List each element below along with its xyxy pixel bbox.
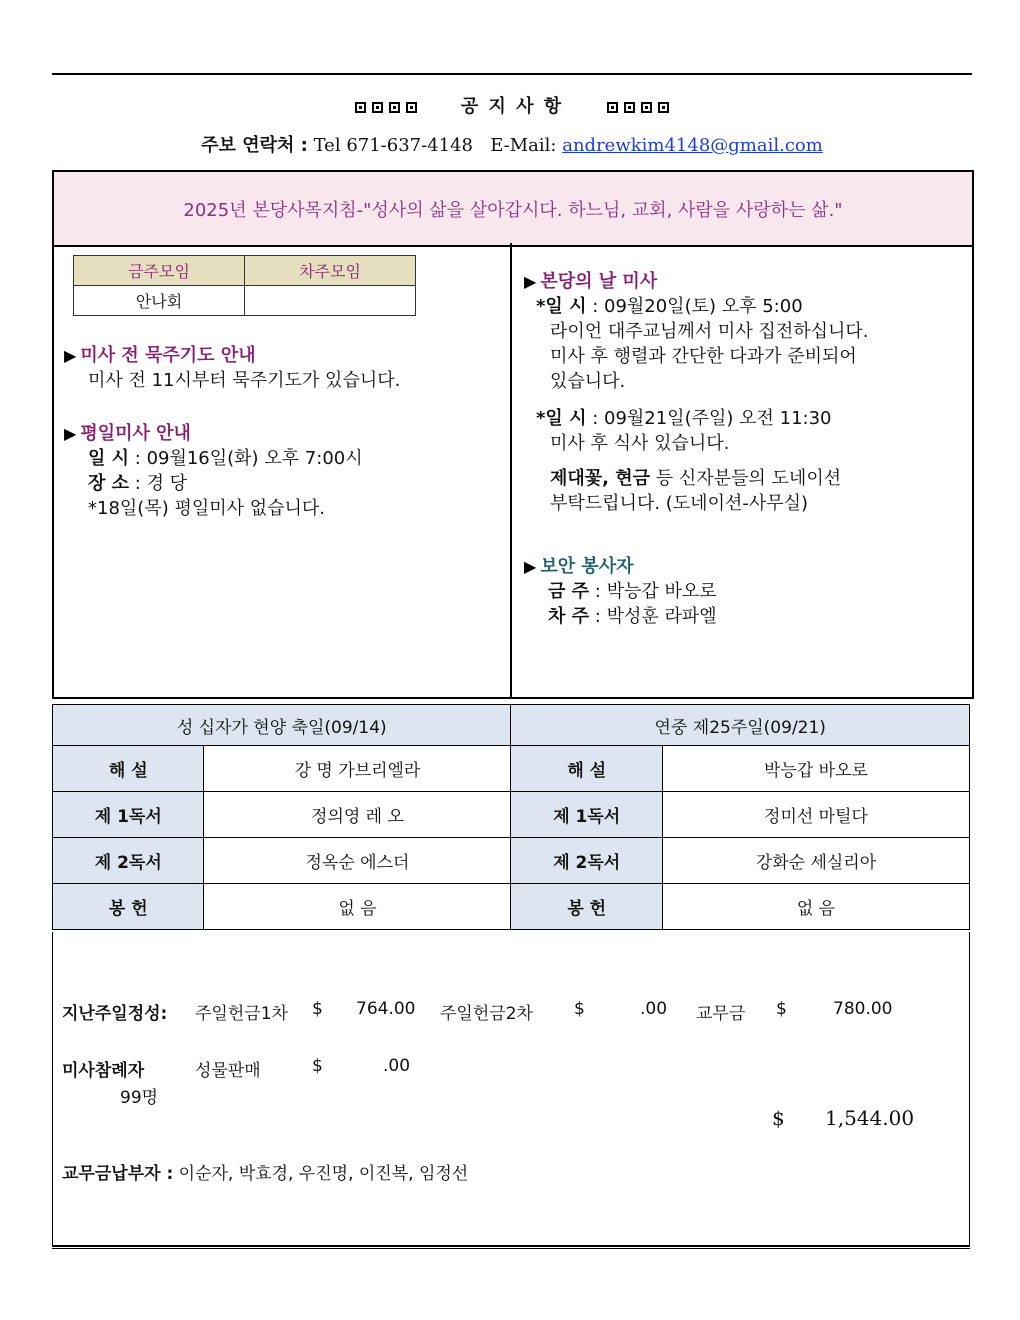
table-row — [53, 884, 970, 930]
notice-title-text: 공 지 사 항 — [460, 96, 564, 117]
table-row — [53, 838, 970, 884]
left-name-cell: 정의영 레 오 — [204, 792, 511, 838]
role-cell: 제 1독서 — [511, 792, 662, 838]
mass2-label: *일 시 — [536, 408, 587, 429]
mass2-text-1: 미사 후 식사 있습니다. — [550, 433, 730, 454]
top-rule — [52, 73, 972, 75]
role-cell: 해 설 — [511, 746, 662, 792]
security-title: 보안 봉사자 — [540, 556, 634, 577]
ministry-schedule-table — [52, 704, 970, 930]
rosary-text: 미사 전 11시부터 묵주기도가 있습니다. — [88, 370, 401, 391]
mass1-label: *일 시 — [536, 296, 587, 317]
contact-line — [52, 131, 972, 157]
attendance-count: 99명 — [120, 1088, 159, 1108]
security-section — [524, 554, 964, 629]
mass1-time: : 09월20일(토) 오후 5:00 — [592, 296, 803, 317]
goods-sale-currency: $ — [312, 1056, 323, 1076]
attendance-label: 미사참례자 — [62, 1061, 145, 1081]
triangle-bullet-icon: ▶ — [524, 272, 537, 291]
rosary-section — [64, 343, 504, 393]
triangle-bullet-icon: ▶ — [524, 557, 537, 576]
role-cell: 제 2독서 — [511, 838, 662, 884]
column-divider — [510, 243, 512, 699]
parish-day-section — [524, 269, 964, 516]
total-currency: $ — [772, 1106, 785, 1130]
dues-value: 780.00 — [833, 999, 893, 1019]
bottom-rule — [52, 1246, 970, 1249]
security-this-week-label: 금 주 — [548, 581, 590, 602]
dues-payers-label: 교무금납부자 : — [62, 1164, 174, 1184]
parish-day-title: 본당의 날 미사 — [540, 271, 658, 292]
notice-title — [52, 92, 972, 118]
rosary-title: 미사 전 묵주기도 안내 — [80, 345, 256, 366]
mass2-text-2a: 제대꽃, 현금 — [550, 468, 651, 489]
schedule-right-header: 연중 제25주일(09/21) — [511, 705, 970, 746]
this-week-meeting-header: 금주모임 — [74, 256, 245, 286]
total-value: 1,544.00 — [825, 1106, 915, 1130]
next-week-meeting-value — [245, 286, 416, 316]
finance-label: 지난주일정성: — [62, 1004, 168, 1024]
mass2-time: : 09월21일(주일) 오전 11:30 — [592, 408, 832, 429]
mass1-text-3: 있습니다. — [550, 371, 626, 392]
finance-box — [52, 932, 970, 1246]
schedule-left-header: 성 십자가 현양 축일(09/14) — [53, 705, 511, 746]
role-cell: 봉 헌 — [53, 884, 204, 930]
weekday-mass-title: 평일미사 안내 — [80, 423, 191, 444]
role-cell: 봉 헌 — [511, 884, 662, 930]
left-name-cell: 강 명 가브리엘라 — [204, 746, 511, 792]
this-week-meeting-value: 안나회 — [74, 286, 245, 316]
offering1-currency: $ — [312, 999, 323, 1019]
offering1-label: 주일헌금1차 — [195, 1004, 288, 1024]
right-name-cell: 강화순 세실리아 — [662, 838, 969, 884]
triangle-bullet-icon: ▶ — [64, 424, 77, 443]
right-name-cell: 없 음 — [662, 884, 969, 930]
right-name-cell: 박능갑 바오로 — [662, 746, 969, 792]
mass2-text-3: 부탁드립니다. (도네이션-사무실) — [550, 493, 809, 514]
contact-email-label: E-Mail: — [490, 135, 557, 156]
dues-currency: $ — [776, 999, 787, 1019]
parish-motto — [52, 170, 974, 247]
table-row — [53, 746, 970, 792]
weekday-place: : 경 당 — [134, 473, 188, 494]
mass2-text-2b: 등 신자분들의 도네이션 — [650, 468, 842, 489]
security-this-week: : 박능갑 바오로 — [594, 581, 717, 602]
offering2-value: .00 — [640, 999, 668, 1019]
dues-label: 교무금 — [696, 1004, 746, 1024]
weekday-place-label: 장 소 — [88, 473, 130, 494]
dues-payers-names: 이순자, 박효경, 우진명, 이진복, 임정선 — [178, 1164, 469, 1184]
mass1-text-2: 미사 후 행렬과 간단한 다과가 준비되어 — [550, 346, 857, 367]
left-name-cell: 없 음 — [204, 884, 511, 930]
weekday-mass-section — [64, 421, 504, 521]
security-next-week-label: 차 주 — [548, 606, 590, 627]
weekday-time: : 09월16일(화) 오후 7:00시 — [134, 448, 363, 469]
goods-sale-label: 성물판매 — [195, 1061, 261, 1081]
contact-label: 주보 연락처 : — [201, 135, 308, 156]
offering2-currency: $ — [574, 999, 585, 1019]
mass1-text-1: 라이언 대주교님께서 미사 집전하십니다. — [550, 321, 869, 342]
table-row — [53, 792, 970, 838]
offering2-label: 주일헌금2차 — [440, 1004, 533, 1024]
offering1-value: 764.00 — [356, 999, 416, 1019]
role-cell: 해 설 — [53, 746, 204, 792]
goods-sale-value: .00 — [383, 1056, 411, 1076]
contact-email-link[interactable]: andrewkim4148@gmail.com — [562, 135, 823, 156]
left-name-cell: 정옥순 에스더 — [204, 838, 511, 884]
next-week-meeting-header: 차주모임 — [245, 256, 416, 286]
meetings-table — [73, 255, 416, 316]
role-cell: 제 1독서 — [53, 792, 204, 838]
weekday-time-label: 일 시 — [88, 448, 130, 469]
role-cell: 제 2독서 — [53, 838, 204, 884]
dues-payers — [62, 1159, 468, 1184]
weekday-note: *18일(목) 평일미사 없습니다. — [88, 498, 325, 519]
right-name-cell: 정미선 마틸다 — [662, 792, 969, 838]
motto-text: 2025년 본당사목지침-"성사의 삶을 살아갑시다. 하느님, 교회, 사람을 사랑하는 삶." — [183, 199, 843, 221]
contact-tel: Tel 671-637-4148 — [313, 135, 474, 156]
triangle-bullet-icon: ▶ — [64, 346, 77, 365]
security-next-week: : 박성훈 라파엘 — [594, 606, 717, 627]
